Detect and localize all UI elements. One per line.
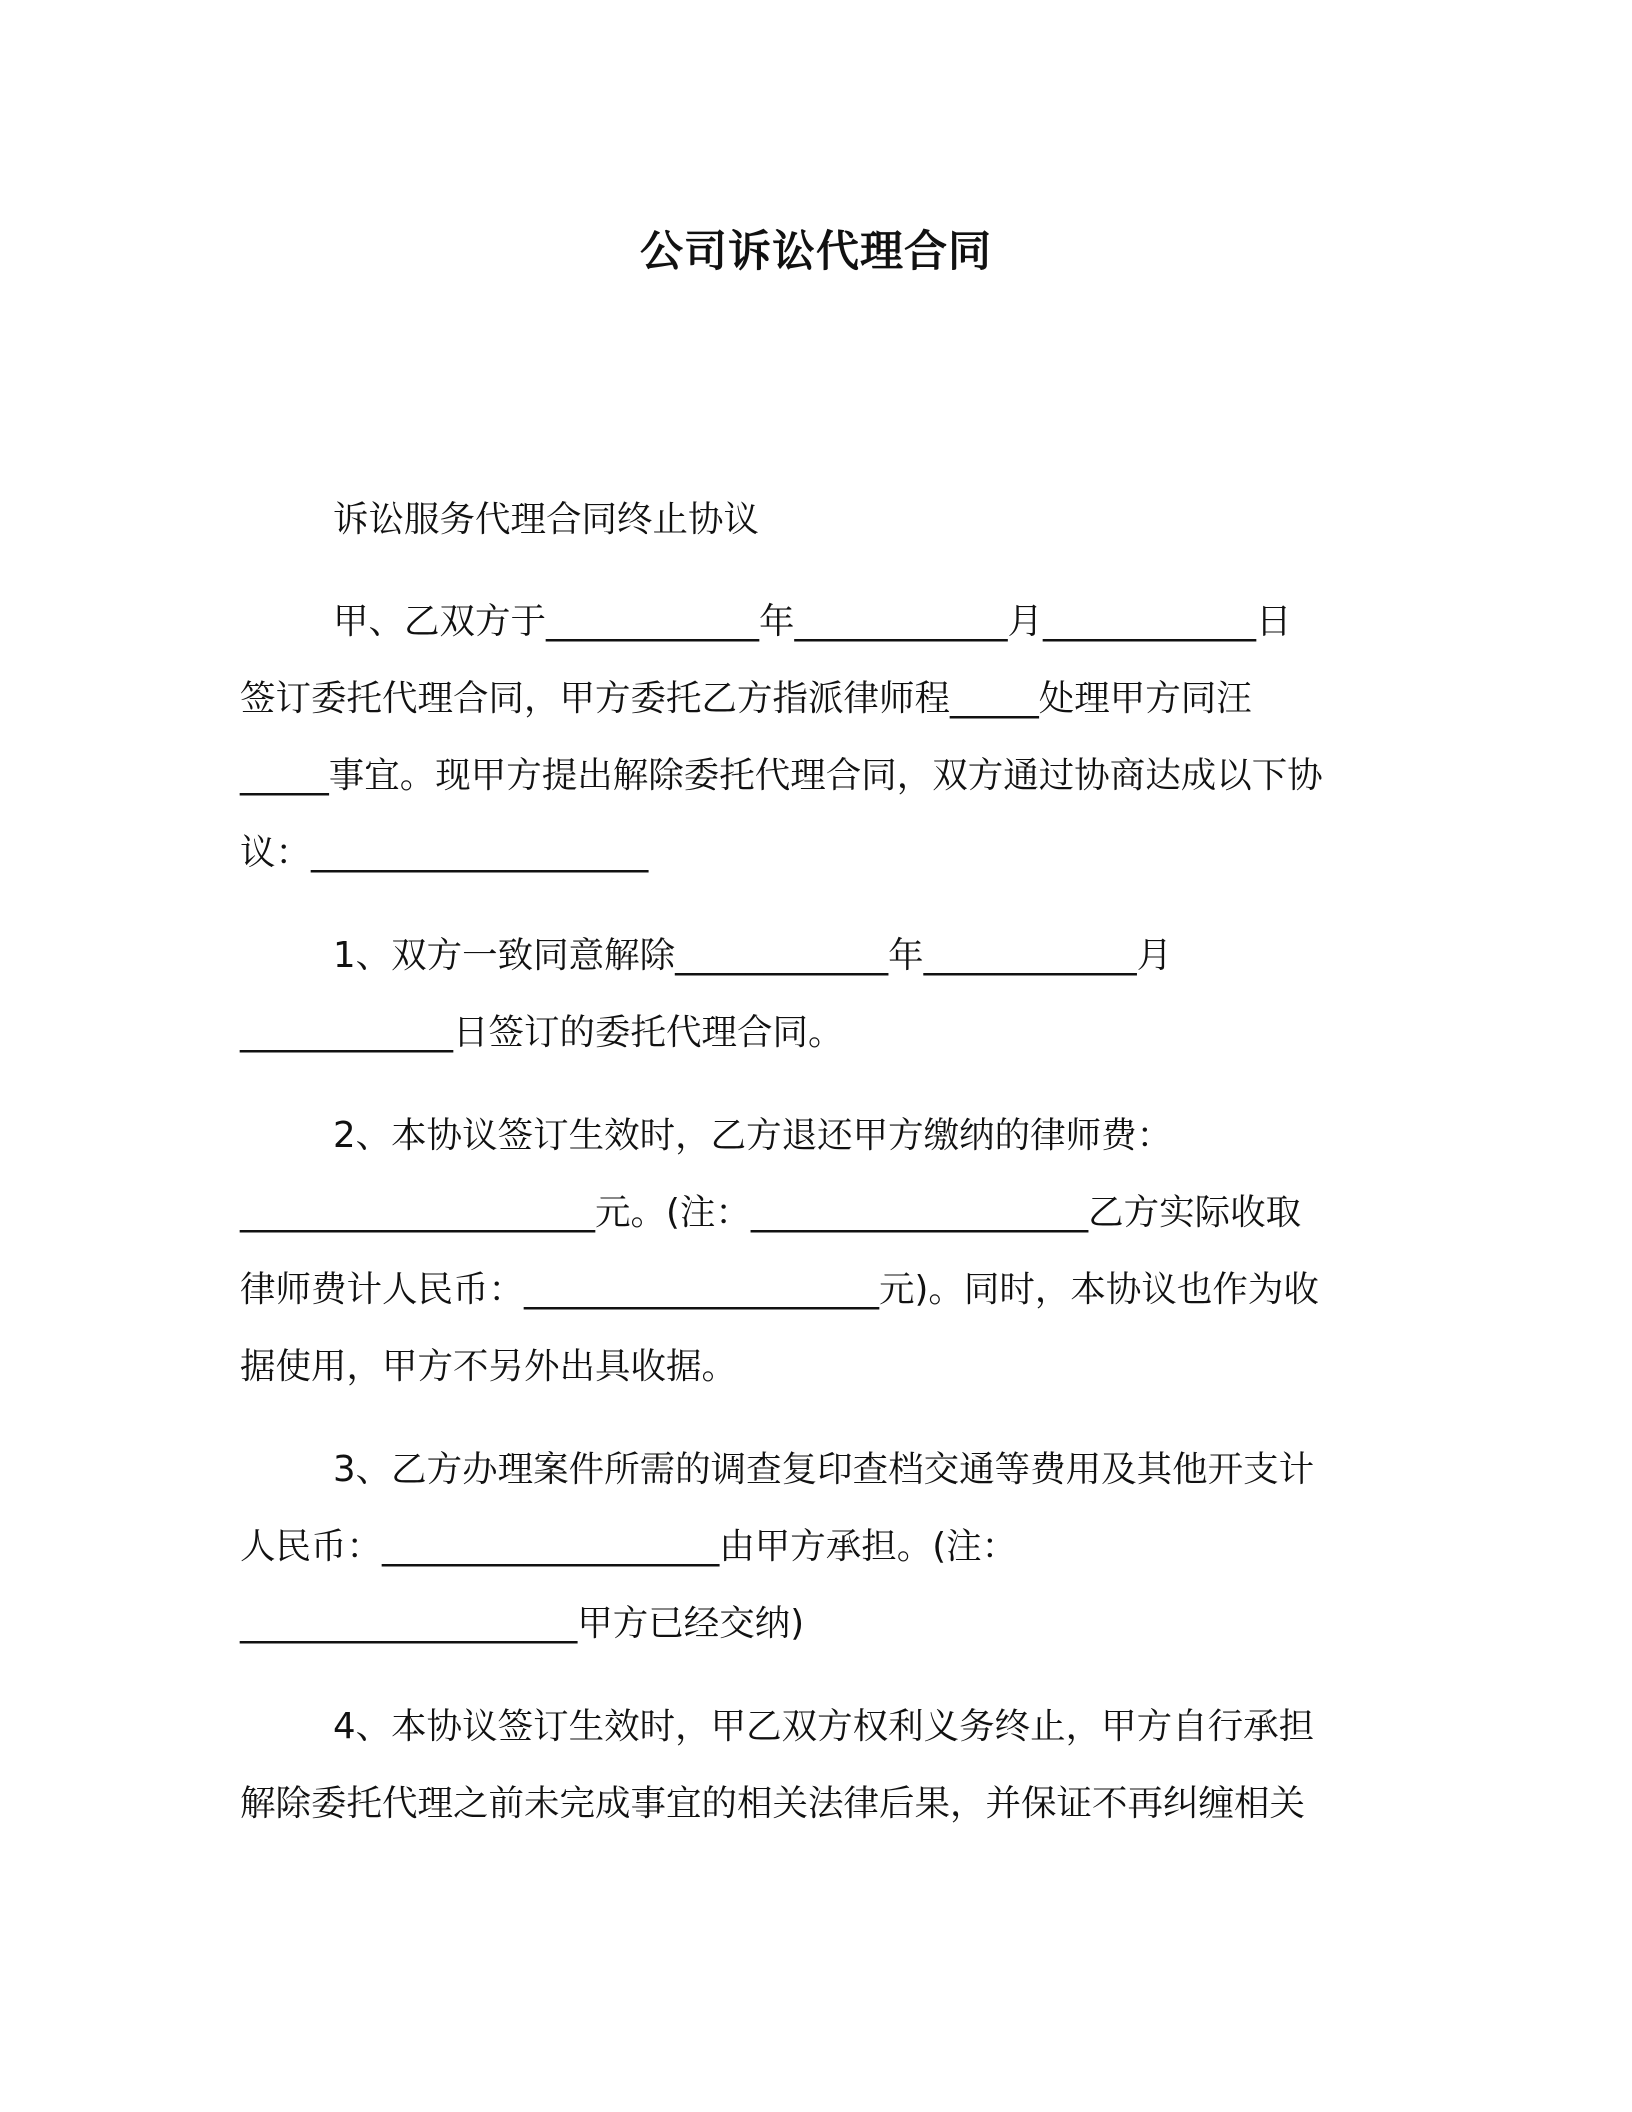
- clause-2-line-4: 据使用，甲方不另外出具收据。: [240, 1346, 738, 1387]
- clause-4-line-2: 解除委托代理之前未完成事宜的相关法律后果，并保证不再纠缠相关: [240, 1783, 1306, 1824]
- clause-3-line-3: ___________________甲方已经交纳): [240, 1603, 805, 1644]
- clause-3-line-2: 人民币：___________________由甲方承担。(注：: [240, 1526, 1018, 1567]
- clause-3-line-1: 3、乙方办理案件所需的调查复印查档交通等费用及其他开支计: [333, 1449, 1315, 1490]
- clause-1-line-2: ____________日签订的委托代理合同。: [240, 1012, 844, 1053]
- intro-line-4: 议：___________________: [240, 832, 649, 873]
- intro-line-3: _____事宜。现甲方提出解除委托代理合同，双方通过协商达成以下协: [240, 755, 1323, 796]
- clause-4-line-1: 4、本协议签订生效时，甲乙双方权利义务终止，甲方自行承担: [333, 1706, 1315, 1747]
- intro-line-2: 签订委托代理合同，甲方委托乙方指派律师程_____处理甲方同汪: [240, 678, 1252, 719]
- clause-2-line-2: ____________________元。(注：___________________乙方实际收取: [240, 1192, 1302, 1233]
- document-title: 公司诉讼代理合同: [640, 227, 992, 277]
- clause-2-line-1: 2、本协议签订生效时，乙方退还甲方缴纳的律师费：: [333, 1115, 1173, 1156]
- agreement-subtitle: 诉讼服务代理合同终止协议: [333, 499, 760, 540]
- clause-1-line-1: 1、双方一致同意解除____________年____________月: [333, 935, 1173, 976]
- intro-line-1: 甲、乙双方于____________年____________月____________日: [333, 601, 1292, 642]
- clause-2-line-3: 律师费计人民币：____________________元)。同时，本协议也作为收: [240, 1269, 1319, 1310]
